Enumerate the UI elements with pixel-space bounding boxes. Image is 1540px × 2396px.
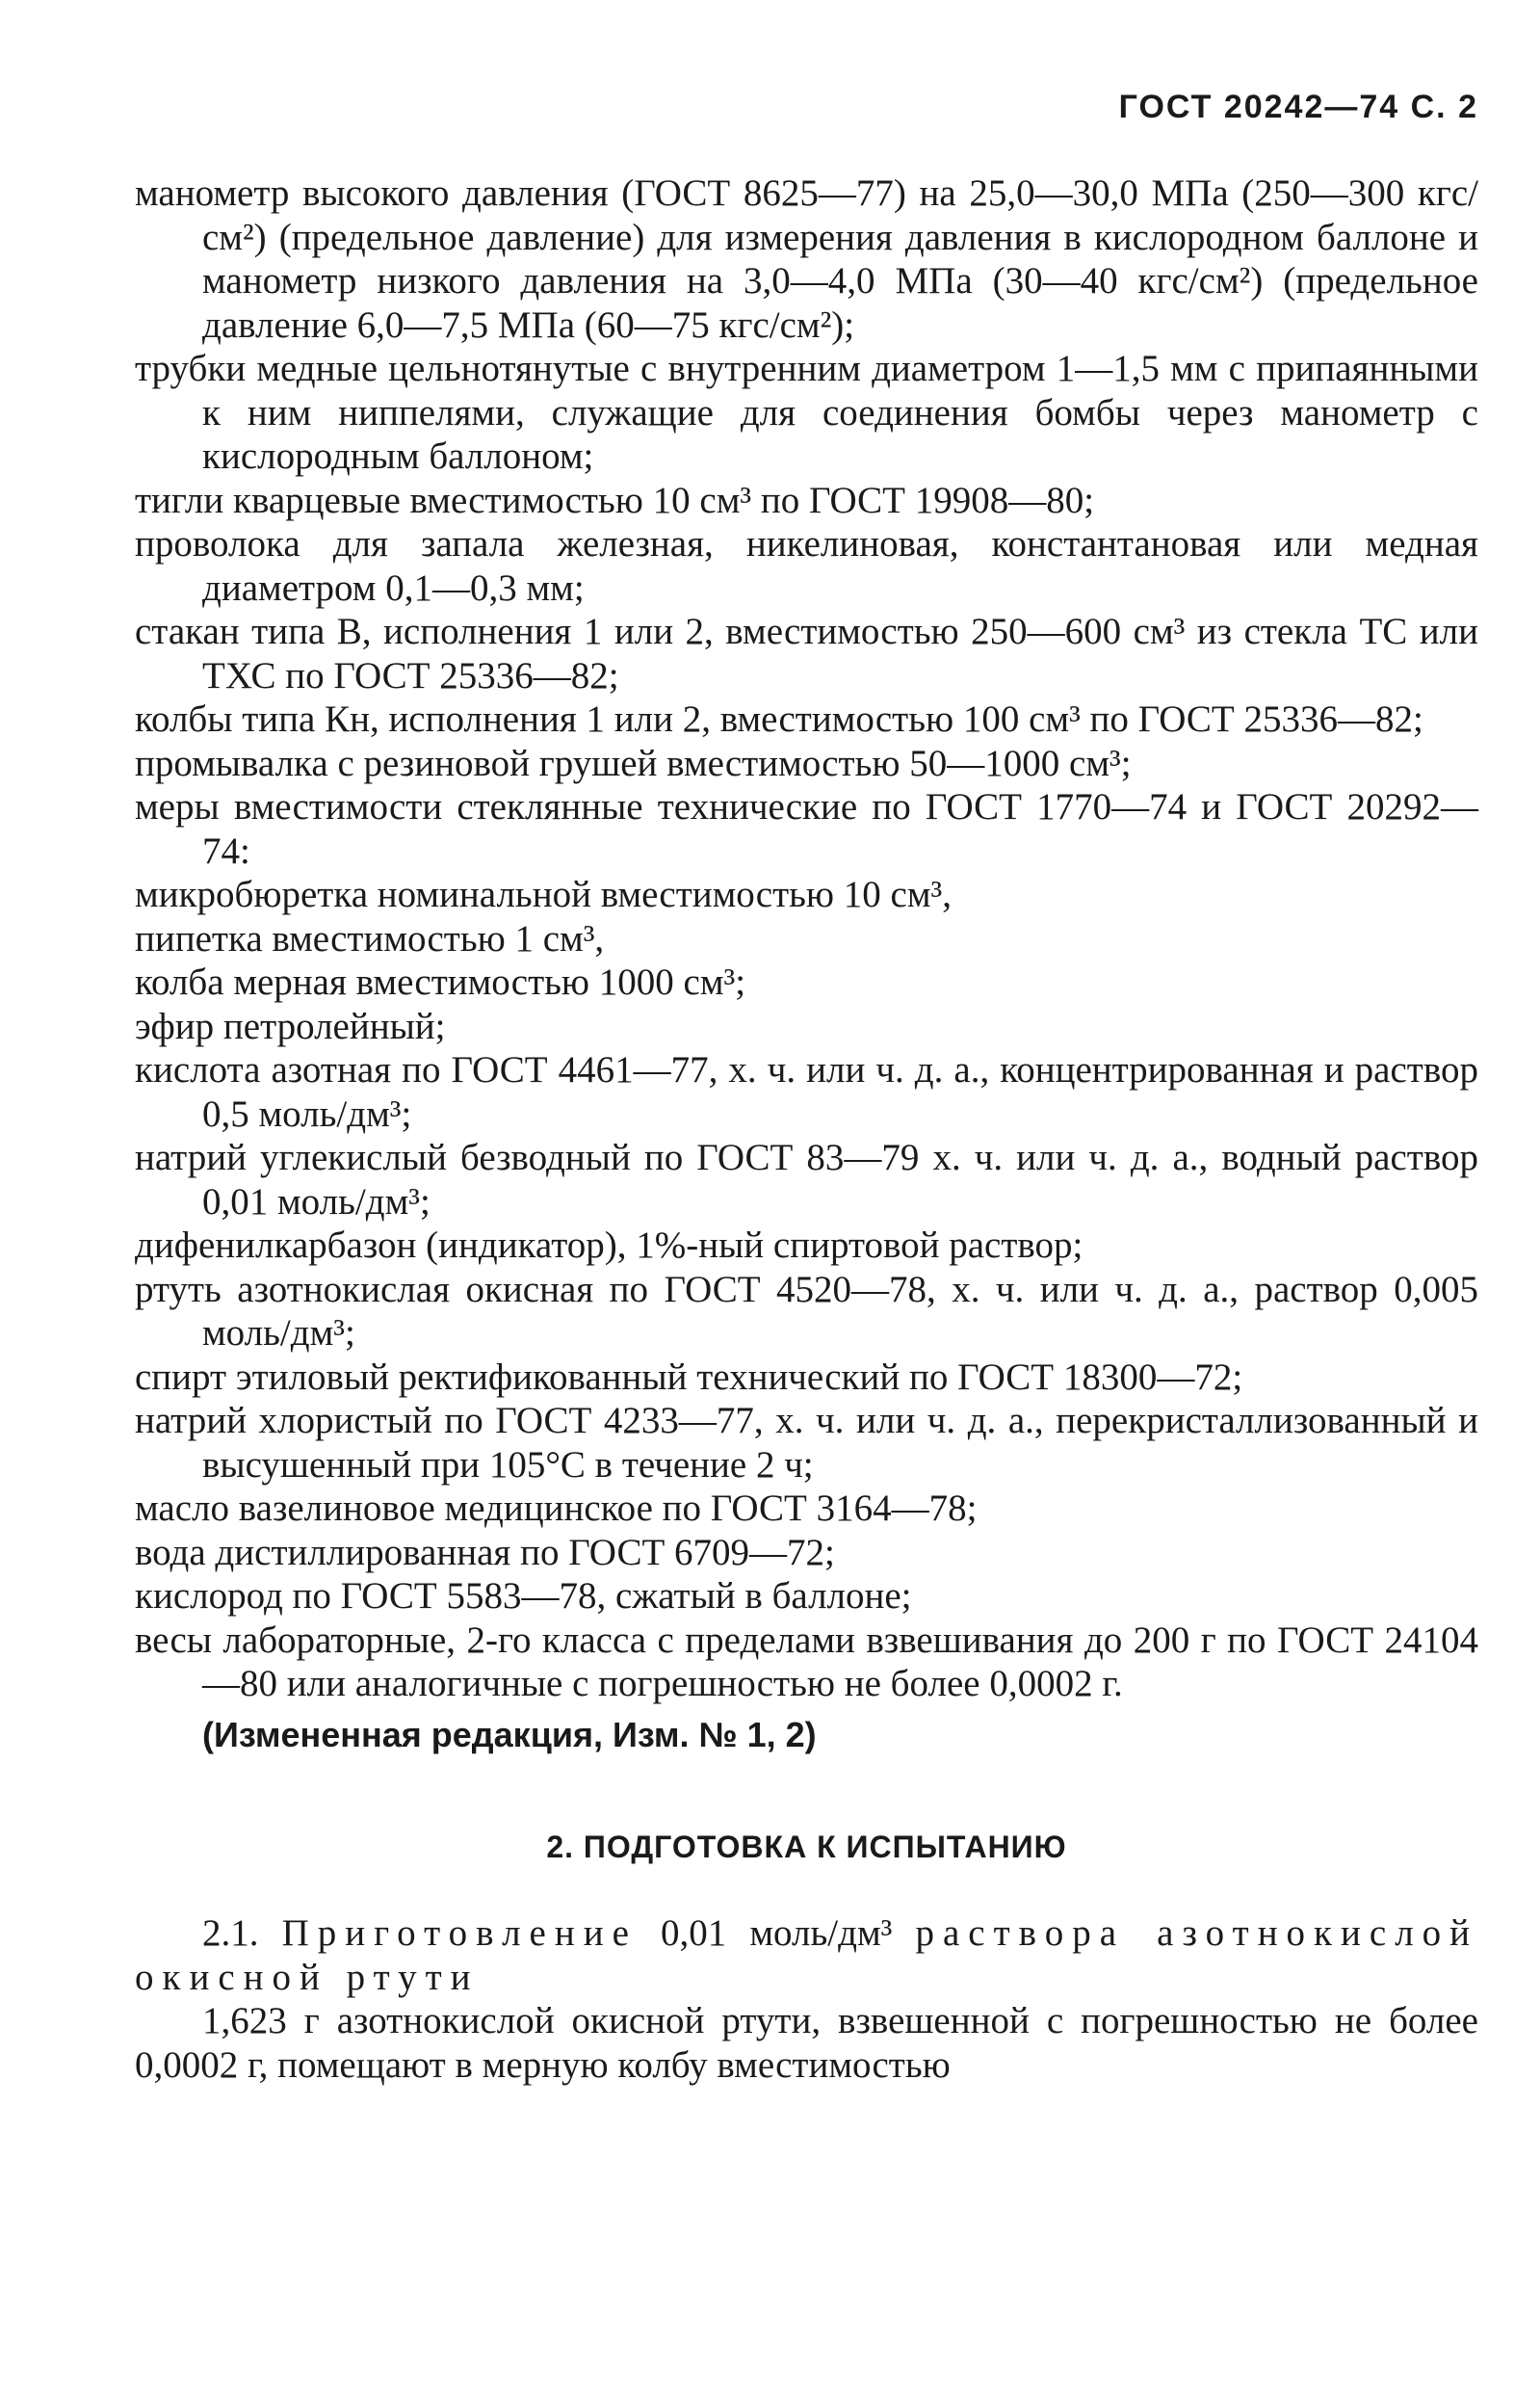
- equipment-list: [135, 171, 1478, 1706]
- list-item: промывалка с резиновой грушей вместимостью 50—1000 см³;: [135, 742, 1132, 784]
- document-body: [135, 171, 1478, 2087]
- list-item: весы лабораторные, 2-го класса с пределами взвешивания до 200 г по ГОСТ 24104—80 или аналогичные с погрешностью не более 0,0002 г.: [135, 1619, 1478, 1704]
- subsection-title-part: раствора азотнокислой окисной ртути: [135, 1912, 1479, 1998]
- section-title: 2. ПОДГОТОВКА К ИСПЫТАНИЮ: [546, 1829, 1067, 1864]
- list-item: спирт этиловый ректификованный технический по ГОСТ 18300—72;: [135, 1356, 1243, 1398]
- list-item: натрий углекислый безводный по ГОСТ 83—79 х. ч. или ч. д. а., водный раствор 0,01 моль/дм³;: [135, 1137, 1478, 1223]
- list-item: кислота азотная по ГОСТ 4461—77, х. ч. или ч. д. а., концентрированная и раствор 0,5 моль/дм³;: [135, 1049, 1478, 1135]
- subsection-title-part: Приготовление: [281, 1912, 638, 1954]
- list-item: меры вместимости стеклянные технические по ГОСТ 1770—74 и ГОСТ 20292—74:: [135, 786, 1478, 872]
- list-item: масло вазелиновое медицинское по ГОСТ 3164—78;: [135, 1488, 978, 1529]
- paragraph: 1,623 г азотнокислой окисной ртути, взвешенной с погрешностью не более 0,0002 г, помещают в мерную колбу вместимостью: [135, 2000, 1478, 2086]
- list-item: вода дистиллированная по ГОСТ 6709—72;: [135, 1531, 835, 1573]
- list-item: тигли кварцевые вместимостью 10 см³ по ГОСТ 19908—80;: [135, 479, 1095, 521]
- page-header: ГОСТ 20242—74 С. 2: [1118, 89, 1478, 125]
- list-item: кислород по ГОСТ 5583—78, сжатый в баллоне;: [135, 1575, 912, 1617]
- subsection-concentration: 0,01 моль/дм³: [661, 1912, 893, 1954]
- subsection-heading: [135, 1911, 1478, 1999]
- list-item: манометр высокого давления (ГОСТ 8625—77) на 25,0—30,0 МПа (250—300 кгс/см²) (предельное давление) для измерения давления в кислородном баллоне и манометр низкого давления на 3,0—4,0 МПа (30—40 кгс/см²) (предельное давление 6,0—7,5 МПа (60—75 кгс/см²);: [135, 172, 1478, 346]
- amendment-note: (Измененная редакция, Изм. № 1, 2): [202, 1714, 817, 1754]
- list-item: проволока для запала железная, никелиновая, константановая или медная диаметром 0,1—0,3 мм;: [135, 523, 1478, 609]
- list-item: стакан типа В, исполнения 1 или 2, вместимостью 250—600 см³ из стекла ТС или ТХС по ГОСТ 25336—82;: [135, 611, 1478, 697]
- list-item: эфир петролейный;: [135, 1005, 446, 1047]
- list-item: колба мерная вместимостью 1000 см³;: [135, 961, 746, 1003]
- list-item: микробюретка номинальной вместимостью 10 см³,: [135, 874, 952, 915]
- list-item: натрий хлористый по ГОСТ 4233—77, х. ч. или ч. д. а., перекристаллизованный и высушенный при 105°С в течение 2 ч;: [135, 1400, 1478, 1486]
- list-item: дифенилкарбазон (индикатор), 1%-ный спиртовой раствор;: [135, 1224, 1083, 1266]
- list-item: колбы типа Кн, исполнения 1 или 2, вместимостью 100 см³ по ГОСТ 25336—82;: [135, 698, 1423, 740]
- list-item: ртуть азотнокислая окисная по ГОСТ 4520—78, х. ч. или ч. д. а., раствор 0,005 моль/дм³;: [135, 1268, 1478, 1354]
- subsection-number: 2.1.: [202, 1912, 259, 1954]
- list-item: пипетка вместимостью 1 см³,: [135, 917, 605, 960]
- list-item: трубки медные цельнотянутые с внутренним диаметром 1—1,5 мм с припаянными к ним ниппелями, служащие для соединения бомбы через манометр с кислородным баллоном;: [135, 348, 1478, 477]
